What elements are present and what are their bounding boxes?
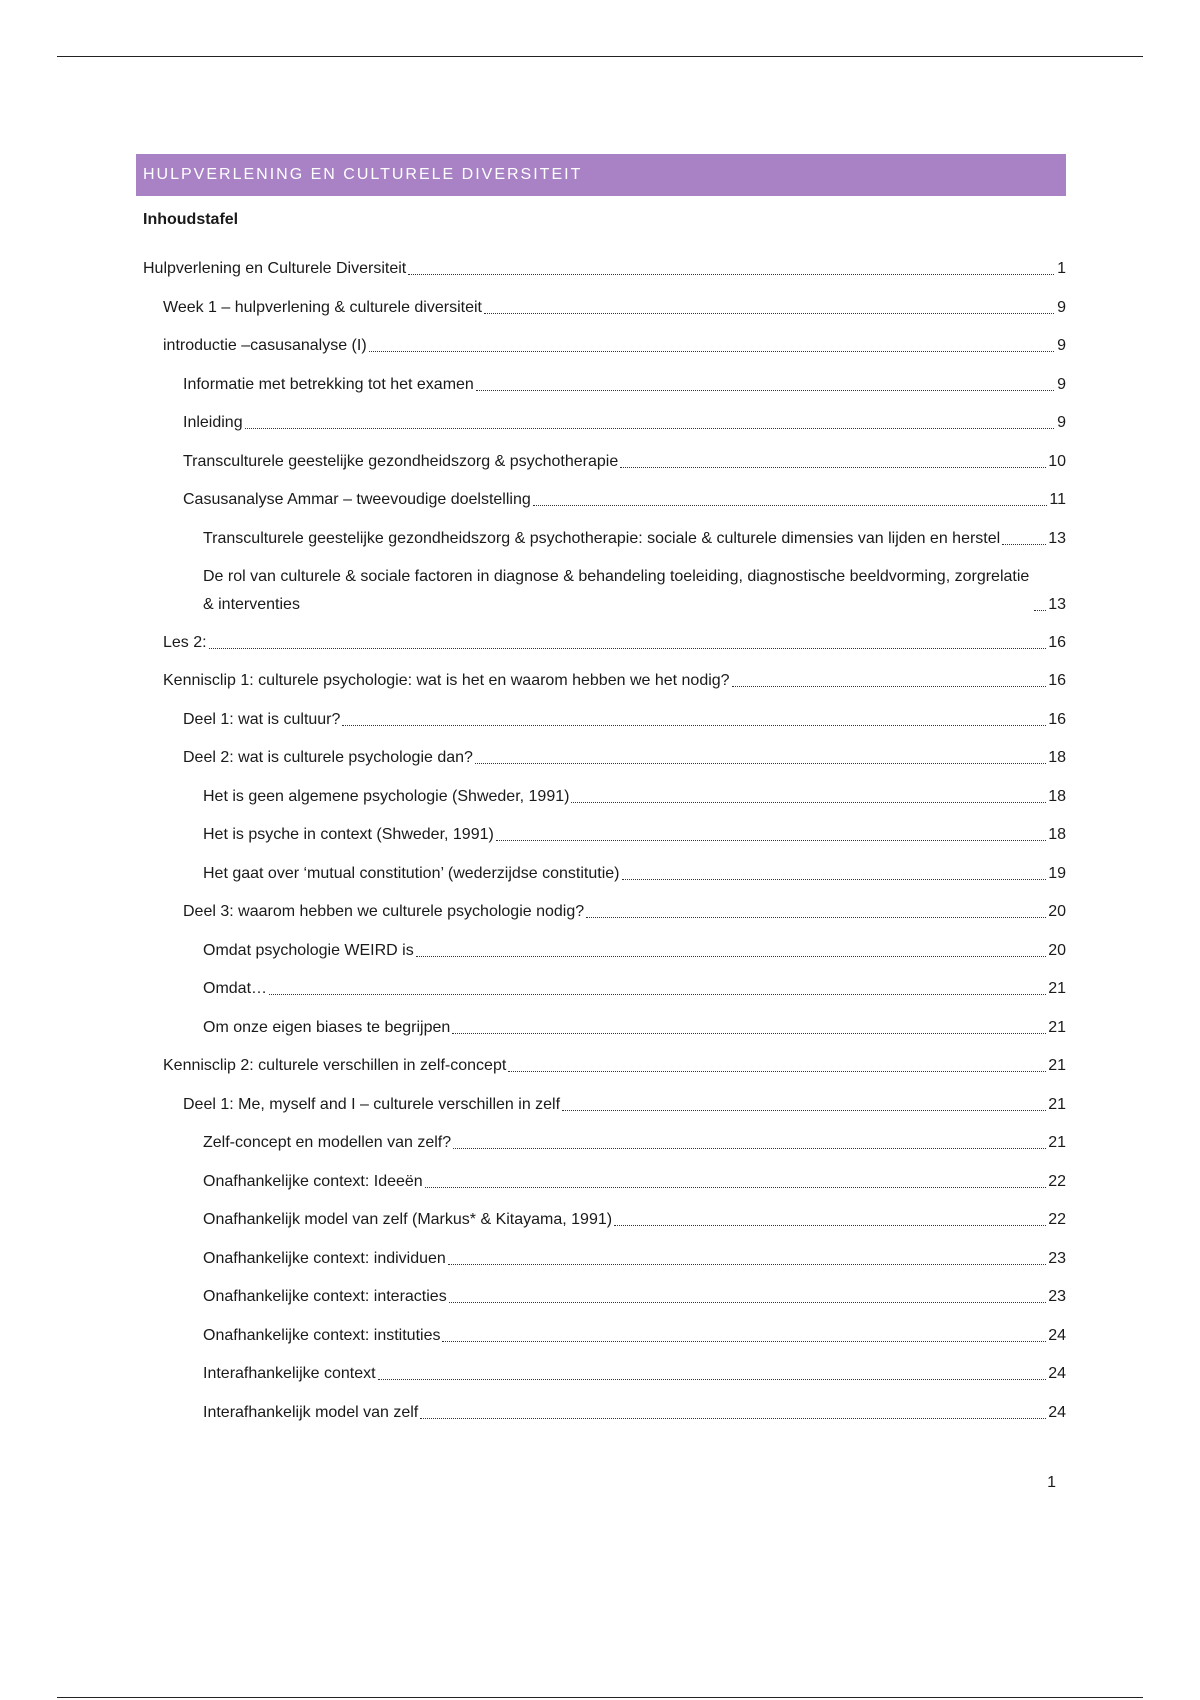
toc-dot-leader [448, 1264, 1046, 1265]
toc-entry-title: Casusanalyse Ammar – tweevoudige doelstelling [183, 491, 531, 508]
banner-title: HULPVERLENING EN CULTURELE DIVERSITEIT [143, 166, 583, 183]
toc-entry-title: Het is geen algemene psychologie (Shweder, 1991) [203, 787, 570, 805]
toc-entry-page: 23 [1048, 1249, 1066, 1267]
toc-heading: Inhoudstafel [143, 211, 239, 228]
toc-entry-page: 24 [1048, 1326, 1066, 1344]
toc-entry-title: Onafhankelijke context: interacties [203, 1288, 447, 1305]
toc-entry[interactable] [136, 1052, 1066, 1080]
toc-entry-title: Het gaat over ‘mutual constitution’ (wederzijdse constitutie) [203, 864, 620, 882]
toc-dot-leader [416, 956, 1046, 957]
toc-dot-leader [420, 1418, 1046, 1419]
toc-entry[interactable] [136, 1168, 1066, 1196]
toc-entry[interactable] [136, 1206, 1066, 1234]
toc-entry[interactable] [136, 1360, 1066, 1388]
toc-entry-page: 24 [1048, 1403, 1066, 1421]
toc-dot-leader [342, 725, 1046, 726]
toc-entry[interactable] [136, 629, 1066, 657]
toc-entry-title: Kennisclip 2: culturele verschillen in zelf-concept [163, 1057, 507, 1074]
toc-entry[interactable] [136, 486, 1066, 514]
toc-entry-page: 9 [1057, 375, 1066, 393]
toc-entry-title: Omdat psychologie WEIRD is [203, 941, 414, 959]
toc-entry-title: Omdat… [203, 980, 268, 997]
toc-dot-leader [586, 917, 1046, 918]
toc-dot-leader [452, 1033, 1046, 1034]
toc-dot-leader [508, 1071, 1046, 1072]
toc-entry-page: 20 [1048, 941, 1066, 959]
toc-entry-page: 9 [1057, 298, 1066, 316]
toc-entry[interactable] [136, 525, 1066, 553]
toc-entry-title: Les 2: [163, 633, 207, 651]
toc-entry-title: Onafhankelijke context: individuen [203, 1249, 446, 1267]
toc-entry-page: 24 [1048, 1365, 1066, 1382]
toc-entry-page: 16 [1048, 672, 1066, 689]
toc-dot-leader [614, 1225, 1046, 1226]
toc-entry-title: Transculturele geestelijke gezondheidszorg & psychotherapie [183, 452, 619, 470]
toc-dot-leader [378, 1379, 1047, 1380]
toc-dot-leader [620, 467, 1046, 468]
toc-entry[interactable] [136, 783, 1066, 811]
toc-dot-leader [449, 1302, 1047, 1303]
toc-entry[interactable] [136, 294, 1066, 322]
toc-entry-title: Om onze eigen biases te begrijpen [203, 1018, 451, 1036]
toc-entry-title: Informatie met betrekking tot het examen [183, 375, 474, 393]
toc-entry[interactable] [136, 1014, 1066, 1042]
toc-entry[interactable] [136, 563, 1066, 619]
toc-entry-page: 13 [1048, 595, 1066, 613]
toc-entry-title: Week 1 – hulpverlening & culturele diversiteit [163, 298, 482, 316]
toc-entry[interactable] [136, 821, 1066, 849]
toc-entry-page: 21 [1048, 1057, 1066, 1074]
toc-entry[interactable] [136, 255, 1066, 283]
toc-dot-leader [453, 1148, 1046, 1149]
toc-dot-leader [408, 274, 1054, 275]
toc-dot-leader [209, 648, 1047, 649]
toc-entry[interactable] [136, 937, 1066, 965]
toc-dot-leader [533, 505, 1048, 506]
toc-dot-leader [269, 994, 1046, 995]
toc-entry-title: Interafhankelijke context [203, 1365, 376, 1382]
toc-entry-page: 9 [1057, 337, 1066, 354]
toc-entry[interactable] [136, 332, 1066, 360]
toc-entry[interactable] [136, 860, 1066, 888]
toc-entry-title: Zelf-concept en modellen van zelf? [203, 1134, 452, 1151]
toc-entry[interactable] [136, 1322, 1066, 1350]
toc-entry-title: Deel 1: Me, myself and I – culturele verschillen in zelf [183, 1095, 561, 1113]
toc-entry[interactable] [136, 1399, 1066, 1427]
toc-dot-leader [475, 763, 1046, 764]
toc-entry-page: 21 [1048, 1018, 1066, 1036]
toc-entry-page: 22 [1048, 1211, 1066, 1228]
toc-entry-page: 19 [1048, 864, 1066, 882]
toc-entry-title: Het is psyche in context (Shweder, 1991) [203, 826, 494, 843]
toc-entry[interactable] [136, 1245, 1066, 1273]
toc-entry-title: Interafhankelijk model van zelf [203, 1403, 419, 1421]
toc-entry-page: 9 [1057, 414, 1066, 431]
toc-dot-leader [571, 802, 1046, 803]
toc-entry-page: 21 [1048, 1095, 1066, 1113]
toc-entry-title: Deel 3: waarom hebben we culturele psychologie nodig? [183, 903, 585, 920]
toc-entry-page: 10 [1048, 452, 1066, 470]
toc-entry-title: Onafhankelijke context: instituties [203, 1326, 441, 1344]
toc-entry[interactable] [136, 898, 1066, 926]
toc-entry-page: 13 [1048, 529, 1066, 547]
toc-entry[interactable] [136, 448, 1066, 476]
toc-entry-page: 1 [1057, 260, 1066, 277]
toc-entry-page: 22 [1048, 1172, 1066, 1190]
toc-entry-title: Hulpverlening en Culturele Diversiteit [143, 260, 407, 277]
toc-entry[interactable] [136, 667, 1066, 695]
toc-dot-leader [1002, 544, 1046, 545]
footer-rule [57, 1697, 1143, 1698]
toc-entry-page: 18 [1048, 749, 1066, 766]
toc-dot-leader [369, 351, 1054, 352]
toc-entry-title: Deel 1: wat is cultuur? [183, 710, 341, 728]
toc-dot-leader [1034, 610, 1046, 611]
header-rule [57, 56, 1143, 57]
toc-entry[interactable] [136, 744, 1066, 772]
toc-entry-title: Deel 2: wat is culturele psychologie dan? [183, 749, 473, 766]
toc-entry-title: Transculturele geestelijke gezondheidszorg & psychotherapie: sociale & culturele dimensies van lijden en herstel [203, 529, 1001, 547]
toc-entry-title: Onafhankelijke context: Ideeën [203, 1172, 423, 1190]
toc-entry[interactable] [136, 1129, 1066, 1157]
toc-entry-title: Inleiding [183, 414, 243, 431]
toc-dot-leader [442, 1341, 1046, 1342]
toc-entry-title: introductie –casusanalyse (I) [163, 337, 367, 354]
toc-entry-page: 21 [1048, 980, 1066, 997]
toc-entry[interactable] [136, 975, 1066, 1003]
page-number: 1 [1047, 1474, 1056, 1491]
toc-dot-leader [476, 390, 1054, 391]
toc-entry-page: 16 [1048, 633, 1066, 651]
toc-entry-page: 21 [1048, 1134, 1066, 1151]
toc-dot-leader [245, 428, 1054, 429]
toc-entry-page: 16 [1048, 710, 1066, 728]
toc-dot-leader [496, 840, 1046, 841]
toc-entry-title: De rol van culturele & sociale factoren in diagnose & behandeling toeleiding, diagnostische beeldvorming, zorgrelatie & interventies [203, 567, 1030, 613]
toc-entry[interactable] [136, 706, 1066, 734]
toc-entry[interactable] [136, 409, 1066, 437]
toc-entry-page: 18 [1048, 826, 1066, 843]
toc-entry-page: 23 [1048, 1288, 1066, 1305]
section-banner [136, 154, 1066, 196]
toc-entry-page: 20 [1048, 903, 1066, 920]
toc-entry-page: 11 [1049, 491, 1066, 508]
toc-entry-page: 18 [1048, 787, 1066, 805]
toc-entry[interactable] [136, 1091, 1066, 1119]
toc-dot-leader [622, 879, 1047, 880]
toc-entry[interactable] [136, 371, 1066, 399]
toc-dot-leader [732, 686, 1047, 687]
toc-entry[interactable] [136, 1283, 1066, 1311]
toc-dot-leader [484, 313, 1054, 314]
table-of-contents [136, 255, 1066, 1427]
toc-dot-leader [562, 1110, 1046, 1111]
toc-dot-leader [425, 1187, 1047, 1188]
toc-entry-title: Onafhankelijk model van zelf (Markus* & Kitayama, 1991) [203, 1211, 613, 1228]
document-body [136, 154, 1066, 1437]
toc-entry-title: Kennisclip 1: culturele psychologie: wat is het en waarom hebben we het nodig? [163, 672, 730, 689]
